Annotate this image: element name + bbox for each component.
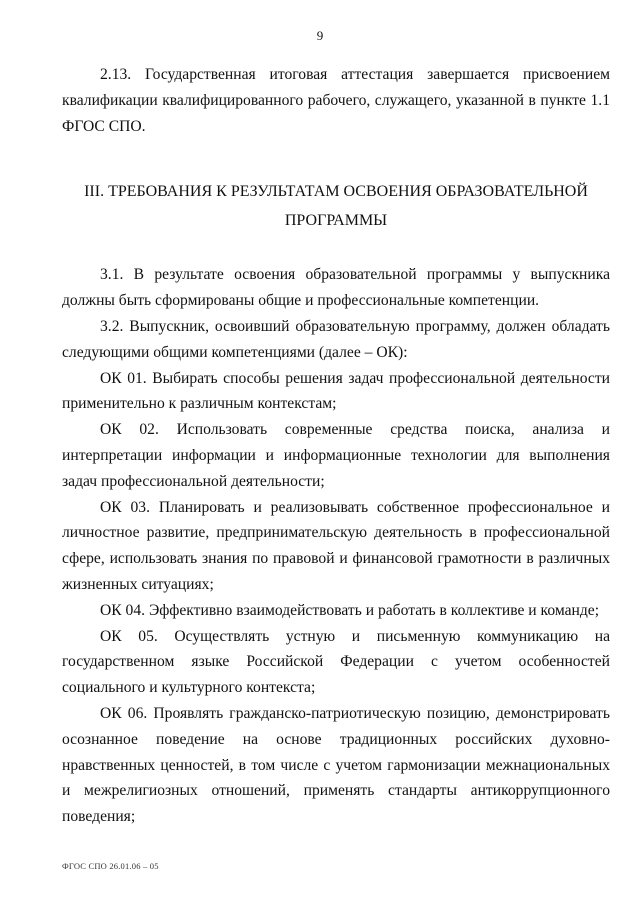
page-number: 9 xyxy=(316,28,324,43)
paragraph-2-13: 2.13. Государственная итоговая аттестация завершается присвоением квалификации квалифицированного рабочего, служащего, указанной в пункте 1.1 ФГОС СПО. xyxy=(62,66,610,135)
competency-ok-02: ОК 02. Использовать современные средства поиска, анализа и интерпретации информации и информационные технологии для выполнения задач профессиональной деятельности; xyxy=(62,421,610,490)
paragraph-3-1: 3.1. В результате освоения образовательной программы у выпускника должны быть сформированы общие и профессиональные компетенции. xyxy=(62,266,610,310)
competency-ok-04: ОК 04. Эффективно взаимодействовать и работать в коллективе и команде; xyxy=(100,601,600,619)
page-content xyxy=(62,62,610,830)
section-heading-line-1: III. ТРЕБОВАНИЯ К РЕЗУЛЬТАТАМ ОСВОЕНИЯ ОБРАЗОВАТЕЛЬНОЙ xyxy=(84,183,588,201)
competency-ok-01: ОК 01. Выбирать способы решения задач профессиональной деятельности применительно к различным контекстам; xyxy=(62,369,610,413)
paragraph-3-2: 3.2. Выпускник, освоивший образовательную программу, должен обладать следующими общими компетенциями (далее – ОК): xyxy=(62,317,610,361)
section-heading-line-2: ПРОГРАММЫ xyxy=(284,212,388,230)
section-heading xyxy=(62,177,610,235)
competency-ok-06: ОК 06. Проявлять гражданско-патриотическую позицию, демонстрировать осознанное поведение на основе традиционных российских духовно-нравственных ценностей, в том числе с учетом гармонизации межнациональных и межрелигиозных отношений, применять стандарты антикоррупционного поведения; xyxy=(62,704,610,826)
document-footer-code: ФГОС СПО 26.01.06 – 05 xyxy=(62,861,159,871)
competency-ok-05: ОК 05. Осуществлять устную и письменную коммуникацию на государственном языке Российской Федерации с учетом особенностей социального и культурного контекста; xyxy=(62,627,610,697)
competency-ok-03: ОК 03. Планировать и реализовывать собственное профессиональное и личностное развитие, предпринимательскую деятельность в профессиональной сфере, использовать знания по правовой и финансовой грамотности в различных жизненных ситуациях; xyxy=(62,498,610,593)
